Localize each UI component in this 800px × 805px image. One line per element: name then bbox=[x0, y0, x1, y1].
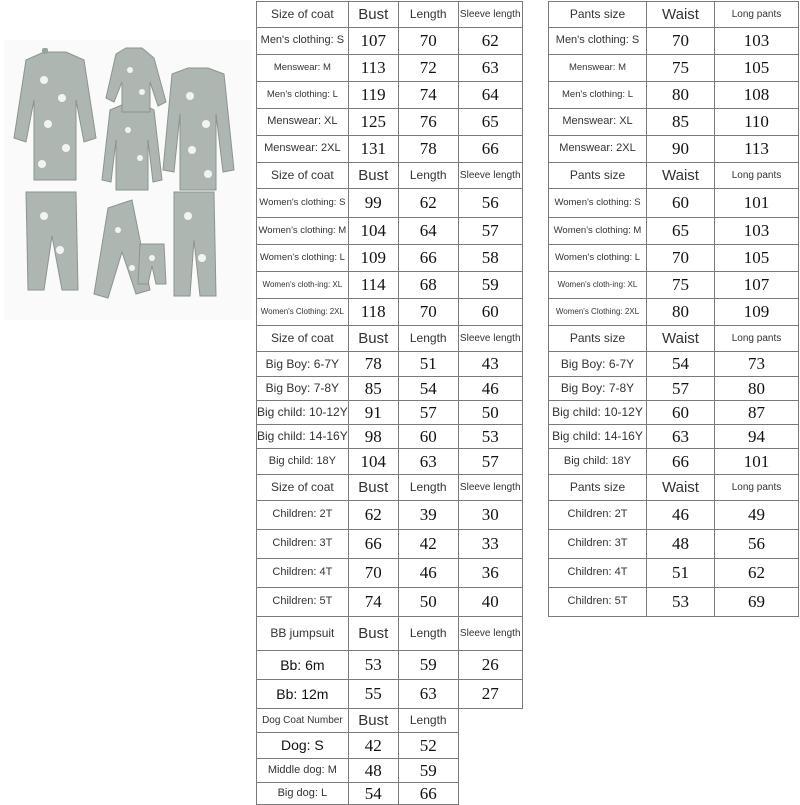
waist-value: 80 bbox=[647, 299, 715, 326]
length-value: 70 bbox=[398, 28, 458, 55]
size-label: Children: 3T bbox=[549, 530, 647, 559]
long-pants-value: 108 bbox=[715, 82, 799, 109]
bust-value: 131 bbox=[348, 136, 398, 163]
table-row bbox=[549, 189, 799, 218]
waist-value: 80 bbox=[647, 82, 715, 109]
bust-value: 62 bbox=[348, 501, 398, 530]
empty-cell bbox=[458, 733, 522, 759]
column-header: Bust bbox=[348, 2, 398, 28]
pants-section-header bbox=[549, 2, 799, 28]
size-label: Big child: 18Y bbox=[549, 449, 647, 475]
pants-section-header bbox=[549, 163, 799, 189]
size-label: Bb: 12m bbox=[257, 680, 349, 709]
size-label: Women's Clothing: 2XL bbox=[549, 299, 647, 326]
coat-section-header bbox=[257, 475, 523, 501]
table-row bbox=[549, 82, 799, 109]
waist-value: 63 bbox=[647, 425, 715, 449]
table-row bbox=[257, 449, 523, 475]
column-header: Length bbox=[398, 475, 458, 501]
size-label: Menswear: M bbox=[257, 55, 349, 82]
long-pants-value: 110 bbox=[715, 109, 799, 136]
table-row bbox=[549, 449, 799, 475]
coat-section-header bbox=[257, 326, 523, 352]
size-label: Men's clothing: L bbox=[549, 82, 647, 109]
length-value: 62 bbox=[398, 189, 458, 218]
length-value: 63 bbox=[398, 449, 458, 475]
bust-value: 55 bbox=[348, 680, 398, 709]
bust-value: 74 bbox=[348, 588, 398, 617]
sleeve-value: 57 bbox=[458, 449, 522, 475]
long-pants-value: 103 bbox=[715, 28, 799, 55]
pants-size-table bbox=[548, 1, 799, 617]
bust-value: 53 bbox=[348, 651, 398, 680]
sleeve-value: 66 bbox=[458, 136, 522, 163]
long-pants-value: 87 bbox=[715, 401, 799, 425]
bust-value: 104 bbox=[348, 449, 398, 475]
table-row bbox=[549, 530, 799, 559]
size-label: Big Boy: 6-7Y bbox=[257, 352, 349, 377]
empty-cell bbox=[458, 783, 522, 805]
sleeve-value: 46 bbox=[458, 377, 522, 401]
long-pants-value: 49 bbox=[715, 501, 799, 530]
length-value: 76 bbox=[398, 109, 458, 136]
size-label: Women's clothing: M bbox=[549, 218, 647, 245]
length-value: 50 bbox=[398, 588, 458, 617]
table-row bbox=[257, 559, 523, 588]
size-label: Big child: 14-16Y bbox=[549, 425, 647, 449]
length-value: 51 bbox=[398, 352, 458, 377]
bust-value: 85 bbox=[348, 377, 398, 401]
bust-value: 98 bbox=[348, 425, 398, 449]
bust-value: 109 bbox=[348, 245, 398, 272]
table-row bbox=[549, 109, 799, 136]
pajama-set-illustration bbox=[4, 40, 252, 320]
table-row bbox=[257, 783, 523, 805]
size-label: Menswear: M bbox=[549, 55, 647, 82]
size-label: Women's cloth-ing: XL bbox=[549, 272, 647, 299]
waist-value: 48 bbox=[647, 530, 715, 559]
waist-value: 70 bbox=[647, 28, 715, 55]
column-header: Sleeve length bbox=[458, 326, 522, 352]
waist-value: 54 bbox=[647, 352, 715, 377]
size-label: Women's clothing: S bbox=[549, 189, 647, 218]
table-row bbox=[257, 55, 523, 82]
table-row bbox=[257, 588, 523, 617]
size-label: Big child: 14-16Y bbox=[257, 425, 349, 449]
sleeve-value: 36 bbox=[458, 559, 522, 588]
bust-value: 42 bbox=[348, 733, 398, 759]
column-header: Size of coat bbox=[257, 2, 349, 28]
table-row bbox=[257, 680, 523, 709]
coat-section-header bbox=[257, 709, 523, 733]
table-row bbox=[257, 352, 523, 377]
length-value: 46 bbox=[398, 559, 458, 588]
table-row bbox=[257, 136, 523, 163]
table-row bbox=[257, 218, 523, 245]
table-row bbox=[549, 588, 799, 617]
column-header: Length bbox=[398, 617, 458, 651]
size-label: Menswear: XL bbox=[257, 109, 349, 136]
length-value: 63 bbox=[398, 680, 458, 709]
column-header: Size of coat bbox=[257, 475, 349, 501]
table-row bbox=[257, 377, 523, 401]
length-value: 66 bbox=[398, 245, 458, 272]
length-value: 60 bbox=[398, 425, 458, 449]
sleeve-value: 65 bbox=[458, 109, 522, 136]
column-header: Length bbox=[398, 326, 458, 352]
table-row bbox=[257, 82, 523, 109]
size-label: Women's cloth-ing: XL bbox=[257, 272, 349, 299]
length-value: 59 bbox=[398, 759, 458, 783]
bust-value: 70 bbox=[348, 559, 398, 588]
bust-value: 99 bbox=[348, 189, 398, 218]
long-pants-value: 73 bbox=[715, 352, 799, 377]
size-label: Menswear: 2XL bbox=[257, 136, 349, 163]
size-label: Children: 2T bbox=[549, 501, 647, 530]
bust-value: 104 bbox=[348, 218, 398, 245]
column-header: Size of coat bbox=[257, 326, 349, 352]
bust-value: 125 bbox=[348, 109, 398, 136]
waist-value: 65 bbox=[647, 218, 715, 245]
product-photo bbox=[4, 40, 252, 320]
sleeve-value: 53 bbox=[458, 425, 522, 449]
table-row bbox=[257, 425, 523, 449]
table-row bbox=[257, 299, 523, 326]
sleeve-value: 63 bbox=[458, 55, 522, 82]
column-header: Pants size bbox=[549, 326, 647, 352]
empty-cell bbox=[458, 759, 522, 783]
column-header: Length bbox=[398, 163, 458, 189]
table-row bbox=[549, 401, 799, 425]
sleeve-value: 43 bbox=[458, 352, 522, 377]
size-label: Big dog: L bbox=[257, 783, 349, 805]
table-row bbox=[257, 109, 523, 136]
length-value: 78 bbox=[398, 136, 458, 163]
size-label: Middle dog: M bbox=[257, 759, 349, 783]
table-row bbox=[549, 352, 799, 377]
sleeve-value: 26 bbox=[458, 651, 522, 680]
table-row bbox=[549, 218, 799, 245]
coat-section-header bbox=[257, 163, 523, 189]
bust-value: 114 bbox=[348, 272, 398, 299]
waist-value: 66 bbox=[647, 449, 715, 475]
sleeve-value: 60 bbox=[458, 299, 522, 326]
column-header: Dog Coat Number bbox=[257, 709, 349, 733]
table-row bbox=[549, 501, 799, 530]
table-row bbox=[549, 272, 799, 299]
coat-section-header bbox=[257, 2, 523, 28]
waist-value: 85 bbox=[647, 109, 715, 136]
size-label: Children: 5T bbox=[257, 588, 349, 617]
coat-size-table bbox=[256, 1, 523, 805]
long-pants-value: 69 bbox=[715, 588, 799, 617]
size-label: Women's clothing: M bbox=[257, 218, 349, 245]
size-label: Women's clothing: S bbox=[257, 189, 349, 218]
length-value: 72 bbox=[398, 55, 458, 82]
size-label: Dog: S bbox=[257, 733, 349, 759]
sleeve-value: 40 bbox=[458, 588, 522, 617]
bust-value: 66 bbox=[348, 530, 398, 559]
bust-value: 78 bbox=[348, 352, 398, 377]
size-label: Children: 2T bbox=[257, 501, 349, 530]
length-value: 64 bbox=[398, 218, 458, 245]
column-header: Long pants bbox=[715, 2, 799, 28]
table-row bbox=[257, 272, 523, 299]
waist-value: 60 bbox=[647, 189, 715, 218]
bust-value: 91 bbox=[348, 401, 398, 425]
table-row bbox=[257, 733, 523, 759]
bust-value: 48 bbox=[348, 759, 398, 783]
long-pants-value: 101 bbox=[715, 449, 799, 475]
bust-value: 107 bbox=[348, 28, 398, 55]
length-value: 68 bbox=[398, 272, 458, 299]
sleeve-value: 27 bbox=[458, 680, 522, 709]
bust-value: 119 bbox=[348, 82, 398, 109]
size-label: Menswear: XL bbox=[549, 109, 647, 136]
long-pants-value: 109 bbox=[715, 299, 799, 326]
waist-value: 53 bbox=[647, 588, 715, 617]
sleeve-value: 59 bbox=[458, 272, 522, 299]
long-pants-value: 113 bbox=[715, 136, 799, 163]
length-value: 52 bbox=[398, 733, 458, 759]
sleeve-value: 62 bbox=[458, 28, 522, 55]
size-label: Men's clothing: S bbox=[549, 28, 647, 55]
waist-value: 75 bbox=[647, 55, 715, 82]
size-label: Big Boy: 7-8Y bbox=[257, 377, 349, 401]
column-header: Long pants bbox=[715, 163, 799, 189]
sleeve-value: 50 bbox=[458, 401, 522, 425]
waist-value: 75 bbox=[647, 272, 715, 299]
column-header: BB jumpsuit bbox=[257, 617, 349, 651]
column-header: Waist bbox=[647, 326, 715, 352]
waist-value: 51 bbox=[647, 559, 715, 588]
column-header: Bust bbox=[348, 709, 398, 733]
length-value: 39 bbox=[398, 501, 458, 530]
column-header: Bust bbox=[348, 617, 398, 651]
waist-value: 57 bbox=[647, 377, 715, 401]
long-pants-value: 56 bbox=[715, 530, 799, 559]
table-row bbox=[549, 245, 799, 272]
table-row bbox=[257, 759, 523, 783]
column-header: Length bbox=[398, 709, 458, 733]
table-row bbox=[257, 189, 523, 218]
sleeve-value: 58 bbox=[458, 245, 522, 272]
long-pants-value: 62 bbox=[715, 559, 799, 588]
size-label: Children: 3T bbox=[257, 530, 349, 559]
table-row bbox=[257, 501, 523, 530]
column-header: Pants size bbox=[549, 163, 647, 189]
table-row bbox=[549, 299, 799, 326]
column-header: Waist bbox=[647, 163, 715, 189]
long-pants-value: 101 bbox=[715, 189, 799, 218]
size-label: Menswear: 2XL bbox=[549, 136, 647, 163]
pants-section-header bbox=[549, 326, 799, 352]
size-label: Big child: 10-12Y bbox=[549, 401, 647, 425]
column-header: Bust bbox=[348, 475, 398, 501]
waist-value: 46 bbox=[647, 501, 715, 530]
length-value: 57 bbox=[398, 401, 458, 425]
table-row bbox=[257, 401, 523, 425]
column-header: Sleeve length bbox=[458, 617, 522, 651]
column-header: Size of coat bbox=[257, 163, 349, 189]
bust-value: 118 bbox=[348, 299, 398, 326]
table-row bbox=[549, 28, 799, 55]
long-pants-value: 105 bbox=[715, 55, 799, 82]
column-header: Waist bbox=[647, 475, 715, 501]
table-row bbox=[549, 377, 799, 401]
size-label: Big Boy: 6-7Y bbox=[549, 352, 647, 377]
size-label: Women's clothing: L bbox=[549, 245, 647, 272]
empty-cell bbox=[458, 709, 522, 733]
size-label: Big Boy: 7-8Y bbox=[549, 377, 647, 401]
length-value: 66 bbox=[398, 783, 458, 805]
sleeve-value: 57 bbox=[458, 218, 522, 245]
column-header: Length bbox=[398, 2, 458, 28]
length-value: 59 bbox=[398, 651, 458, 680]
sleeve-value: 30 bbox=[458, 501, 522, 530]
size-label: Big child: 18Y bbox=[257, 449, 349, 475]
length-value: 70 bbox=[398, 299, 458, 326]
size-label: Women's Clothing: 2XL bbox=[257, 299, 349, 326]
table-row bbox=[549, 136, 799, 163]
table-row bbox=[549, 55, 799, 82]
column-header: Sleeve length bbox=[458, 2, 522, 28]
length-value: 74 bbox=[398, 82, 458, 109]
pants-section-header bbox=[549, 475, 799, 501]
bust-value: 113 bbox=[348, 55, 398, 82]
long-pants-value: 107 bbox=[715, 272, 799, 299]
long-pants-value: 80 bbox=[715, 377, 799, 401]
column-header: Pants size bbox=[549, 475, 647, 501]
waist-value: 90 bbox=[647, 136, 715, 163]
waist-value: 60 bbox=[647, 401, 715, 425]
sleeve-value: 64 bbox=[458, 82, 522, 109]
column-header: Waist bbox=[647, 2, 715, 28]
column-header: Sleeve length bbox=[458, 163, 522, 189]
waist-value: 70 bbox=[647, 245, 715, 272]
size-label: Big child: 10-12Y bbox=[257, 401, 349, 425]
column-header: Bust bbox=[348, 163, 398, 189]
size-label: Men's clothing: L bbox=[257, 82, 349, 109]
column-header: Bust bbox=[348, 326, 398, 352]
long-pants-value: 105 bbox=[715, 245, 799, 272]
sleeve-value: 33 bbox=[458, 530, 522, 559]
table-row bbox=[549, 559, 799, 588]
column-header: Long pants bbox=[715, 326, 799, 352]
table-row bbox=[257, 530, 523, 559]
bust-value: 54 bbox=[348, 783, 398, 805]
table-row bbox=[549, 425, 799, 449]
size-label: Children: 4T bbox=[257, 559, 349, 588]
table-row bbox=[257, 651, 523, 680]
length-value: 54 bbox=[398, 377, 458, 401]
column-header: Sleeve length bbox=[458, 475, 522, 501]
table-row bbox=[257, 245, 523, 272]
column-header: Long pants bbox=[715, 475, 799, 501]
size-label: Women's clothing: L bbox=[257, 245, 349, 272]
coat-section-header bbox=[257, 617, 523, 651]
column-header: Pants size bbox=[549, 2, 647, 28]
size-label: Children: 5T bbox=[549, 588, 647, 617]
size-label: Children: 4T bbox=[549, 559, 647, 588]
long-pants-value: 103 bbox=[715, 218, 799, 245]
size-label: Men's clothing: S bbox=[257, 28, 349, 55]
sleeve-value: 56 bbox=[458, 189, 522, 218]
size-label: Bb: 6m bbox=[257, 651, 349, 680]
long-pants-value: 94 bbox=[715, 425, 799, 449]
table-row bbox=[257, 28, 523, 55]
length-value: 42 bbox=[398, 530, 458, 559]
